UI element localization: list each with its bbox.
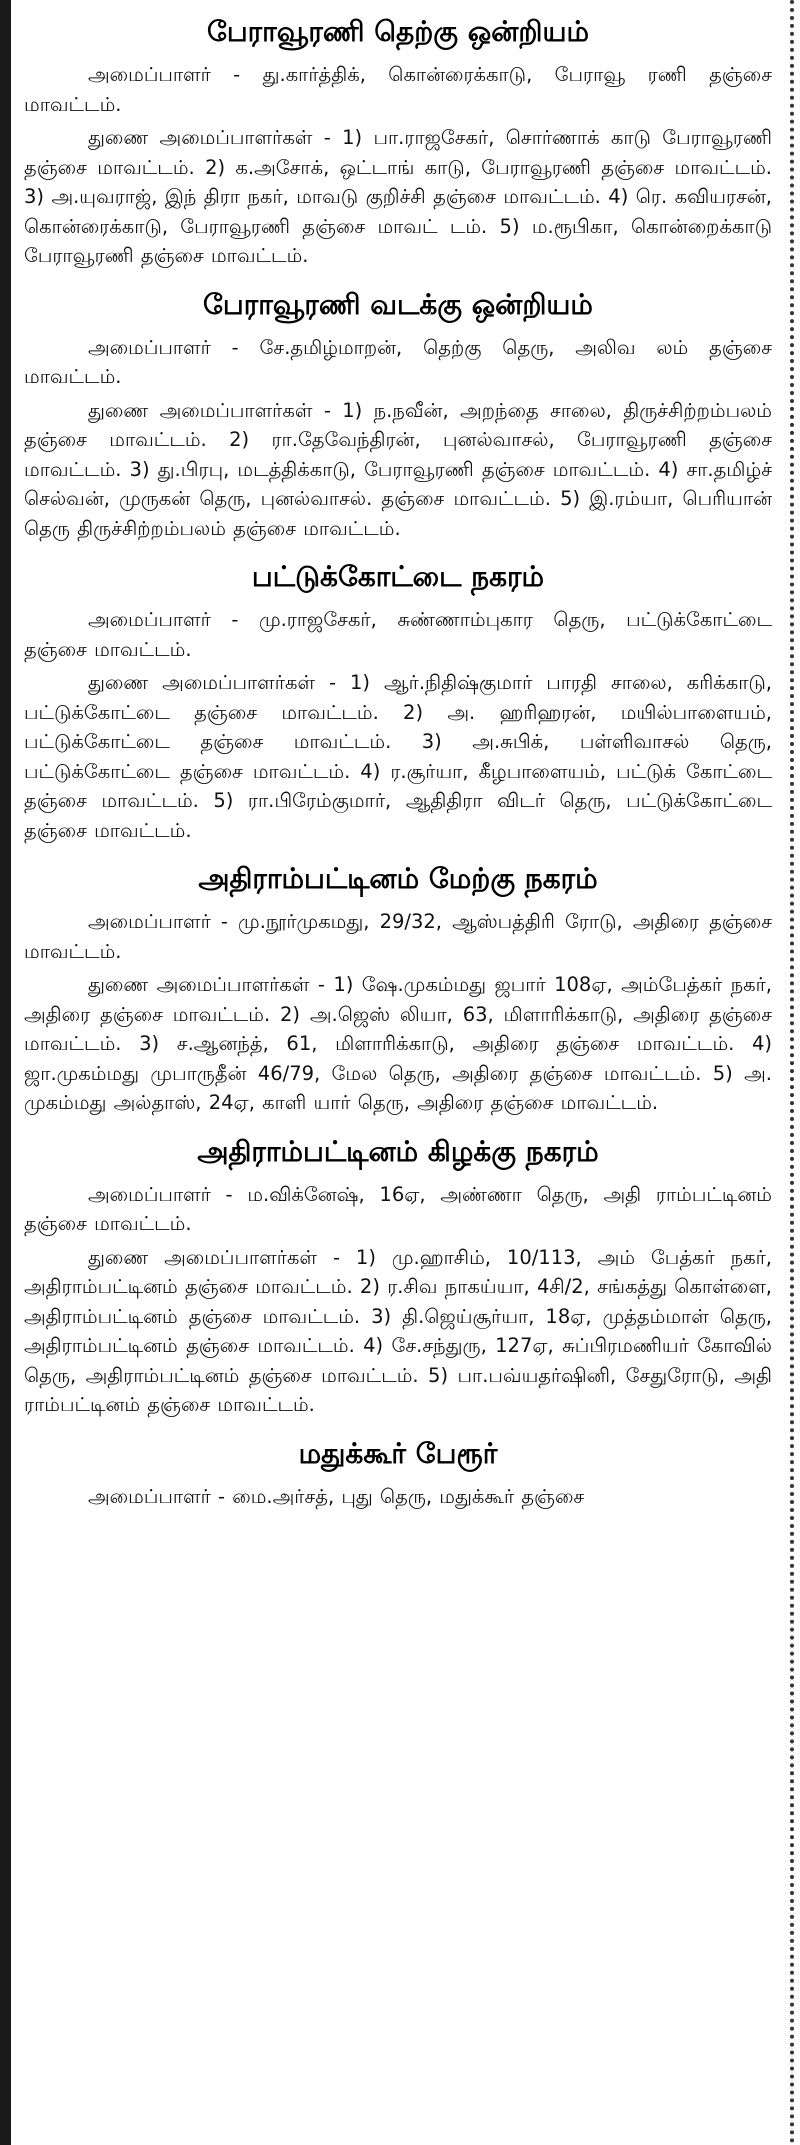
section-heading: அதிராம்பட்டினம் மேற்கு நகரம் [198, 862, 598, 895]
section-heading: மதுக்கூர் பேரூர் [298, 1436, 498, 1470]
section-adirampattinam-east [24, 1132, 772, 1420]
section-madhukkur-town [24, 1434, 772, 1512]
organizer-paragraph: அமைப்பாளர் - மை.அர்சத், புது தெரு, மதுக்கூர் தஞ்சை [88, 1484, 585, 1508]
section-heading: பட்டுக்கோட்டை நகரம் [251, 560, 545, 593]
section-adirampattinam-west [24, 859, 772, 1118]
article-body [24, 6, 772, 1515]
section-heading: பேராவூரணி வடக்கு ஒன்றியம் [203, 287, 593, 321]
organizer-paragraph: அமைப்பாளர் - ம.விக்னேஷ், 16ஏ, அண்ணா தெரு, அதி ராம்பட்டினம் தஞ்சை மாவட்டம். [24, 1182, 772, 1235]
organizer-paragraph: அமைப்பாளர் - மு.ராஜசேகர், சுண்ணாம்புகார தெரு, பட்டுக்கோட்டை தஞ்சை மாவட்டம். [24, 608, 772, 661]
organizer-paragraph: அமைப்பாளர் - மு.நூர்முகமது, 29/32, ஆஸ்பத்திரி ரோடு, அதிரை தஞ்சை மாவட்டம். [24, 910, 772, 963]
deputies-paragraph: துணை அமைப்பாளர்கள் - 1) மு.ஹாசிம், 10/113, அம் பேத்கர் நகர், அதிராம்பட்டினம் தஞ்சை மாவட்டம். 2) ர.சிவ நாகய்யா, 4சி/2, சங்கத்து கொள்ளை, அதிராம்பட்டினம் தஞ்சை மாவட்டம். 3) தி.ஜெய்சூர்யா, 18ஏ, முத்தம்மாள் தெரு, அதிராம்பட்டினம் தஞ்சை மாவட்டம். 4) சே.சந்துரு, 127ஏ, சுப்பிரமணியர் கோவில் தெரு, அதிராம்பட்டினம் தஞ்சை மாவட்டம். 5) பா.பவ்யதர்ஷினி, சேதுரோடு, அதி ராம்பட்டினம் தஞ்சை மாவட்டம். [24, 1245, 772, 1416]
organizer-paragraph: அமைப்பாளர் - து.கார்த்திக், கொன்ரைக்காடு, பேராவூ ரணி தஞ்சை மாவட்டம். [24, 63, 772, 116]
section-peravurani-south [24, 12, 772, 271]
section-heading: அதிராம்பட்டினம் கிழக்கு நகரம் [197, 1134, 599, 1168]
left-column-rule [0, 0, 11, 2145]
deputies-paragraph: துணை அமைப்பாளர்கள் - 1) பா.ராஜசேகர், சொர்ணாக் காடு பேராவூரணி தஞ்சை மாவட்டம். 2) க.அசோக், ஒட்டாங் காடு, பேராவூரணி தஞ்சை மாவட்டம். 3) அ.யுவராஜ், இந் திரா நகர், மாவடு குறிச்சி தஞ்சை மாவட்டம். 4) ரெ. கவியரசன், கொன்ரைக்காடு, பேராவூரணி தஞ்சை மாவட் டம். 5) ம.ரூபிகா, கொன்றைக்காடு பேராவூரணி தஞ்சை மாவட்டம். [24, 126, 772, 267]
deputies-paragraph: துணை அமைப்பாளர்கள் - 1) ஆர்.நிதிஷ்குமார் பாரதி சாலை, கரிக்காடு, பட்டுக்கோட்டை தஞ்சை மாவட்டம். 2) அ. ஹரிஹரன், மயில்பாளையம், பட்டுக்கோட்டை தஞ்சை மாவட்டம். 3) அ.சுபிக், பள்ளிவாசல் தெரு, பட்டுக்கோட்டை தஞ்சை மாவட்டம். 4) ர.சூர்யா, கீழபாளையம், பட்டுக் கோட்டை தஞ்சை மாவட்டம். 5) ரா.பிரேம்குமார், ஆதிதிரா விடர் தெரு, பட்டுக்கோட்டை தஞ்சை மாவட்டம். [24, 671, 772, 842]
section-pattukkottai-town [24, 557, 772, 845]
deputies-paragraph: துணை அமைப்பாளர்கள் - 1) ஷே.முகம்மது ஜபார் 108ஏ, அம்பேத்கர் நகர், அதிரை தஞ்சை மாவட்டம். 2) அ.ஜெஸ் லியா, 63, மிளாரிக்காடு, அதிரை தஞ்சை மாவட்டம். 3) ச.ஆனந்த், 61, மிளாரிக்காடு, அதிரை தஞ்சை மாவட்டம். 4) ஜா.முகம்மது முபாருதீன் 46/79, மேல தெரு, அதிரை தஞ்சை மாவட்டம். 5) அ. முகம்மது அல்தாஸ், 24ஏ, காளி யார் தெரு, அதிரை தஞ்சை மாவட்டம். [24, 973, 772, 1114]
organizer-paragraph: அமைப்பாளர் - சே.தமிழ்மாறன், தெற்கு தெரு, அலிவ லம் தஞ்சை மாவட்டம். [24, 335, 772, 388]
section-heading: பேராவூரணி தெற்கு ஒன்றியம் [206, 15, 590, 48]
deputies-paragraph: துணை அமைப்பாளர்கள் - 1) ந.நவீன், அறந்தை சாலை, திருச்சிற்றம்பலம் தஞ்சை மாவட்டம். 2) ரா.தேவேந்திரன், புனல்வாசல், பேராவூரணி தஞ்சை மாவட்டம். 3) து.பிரபு, மடத்திக்காடு, பேராவூரணி தஞ்சை மாவட்டம். 4) சா.தமிழ்ச் செல்வன், முருகன் தெரு, புனல்வாசல். தஞ்சை மாவட்டம். 5) இ.ரம்யா, பெரியான் தெரு திருச்சிற்றம்பலம் தஞ்சை மாவட்டம். [24, 398, 772, 540]
right-dotted-border [790, 0, 794, 2145]
section-peravurani-north [24, 285, 772, 544]
